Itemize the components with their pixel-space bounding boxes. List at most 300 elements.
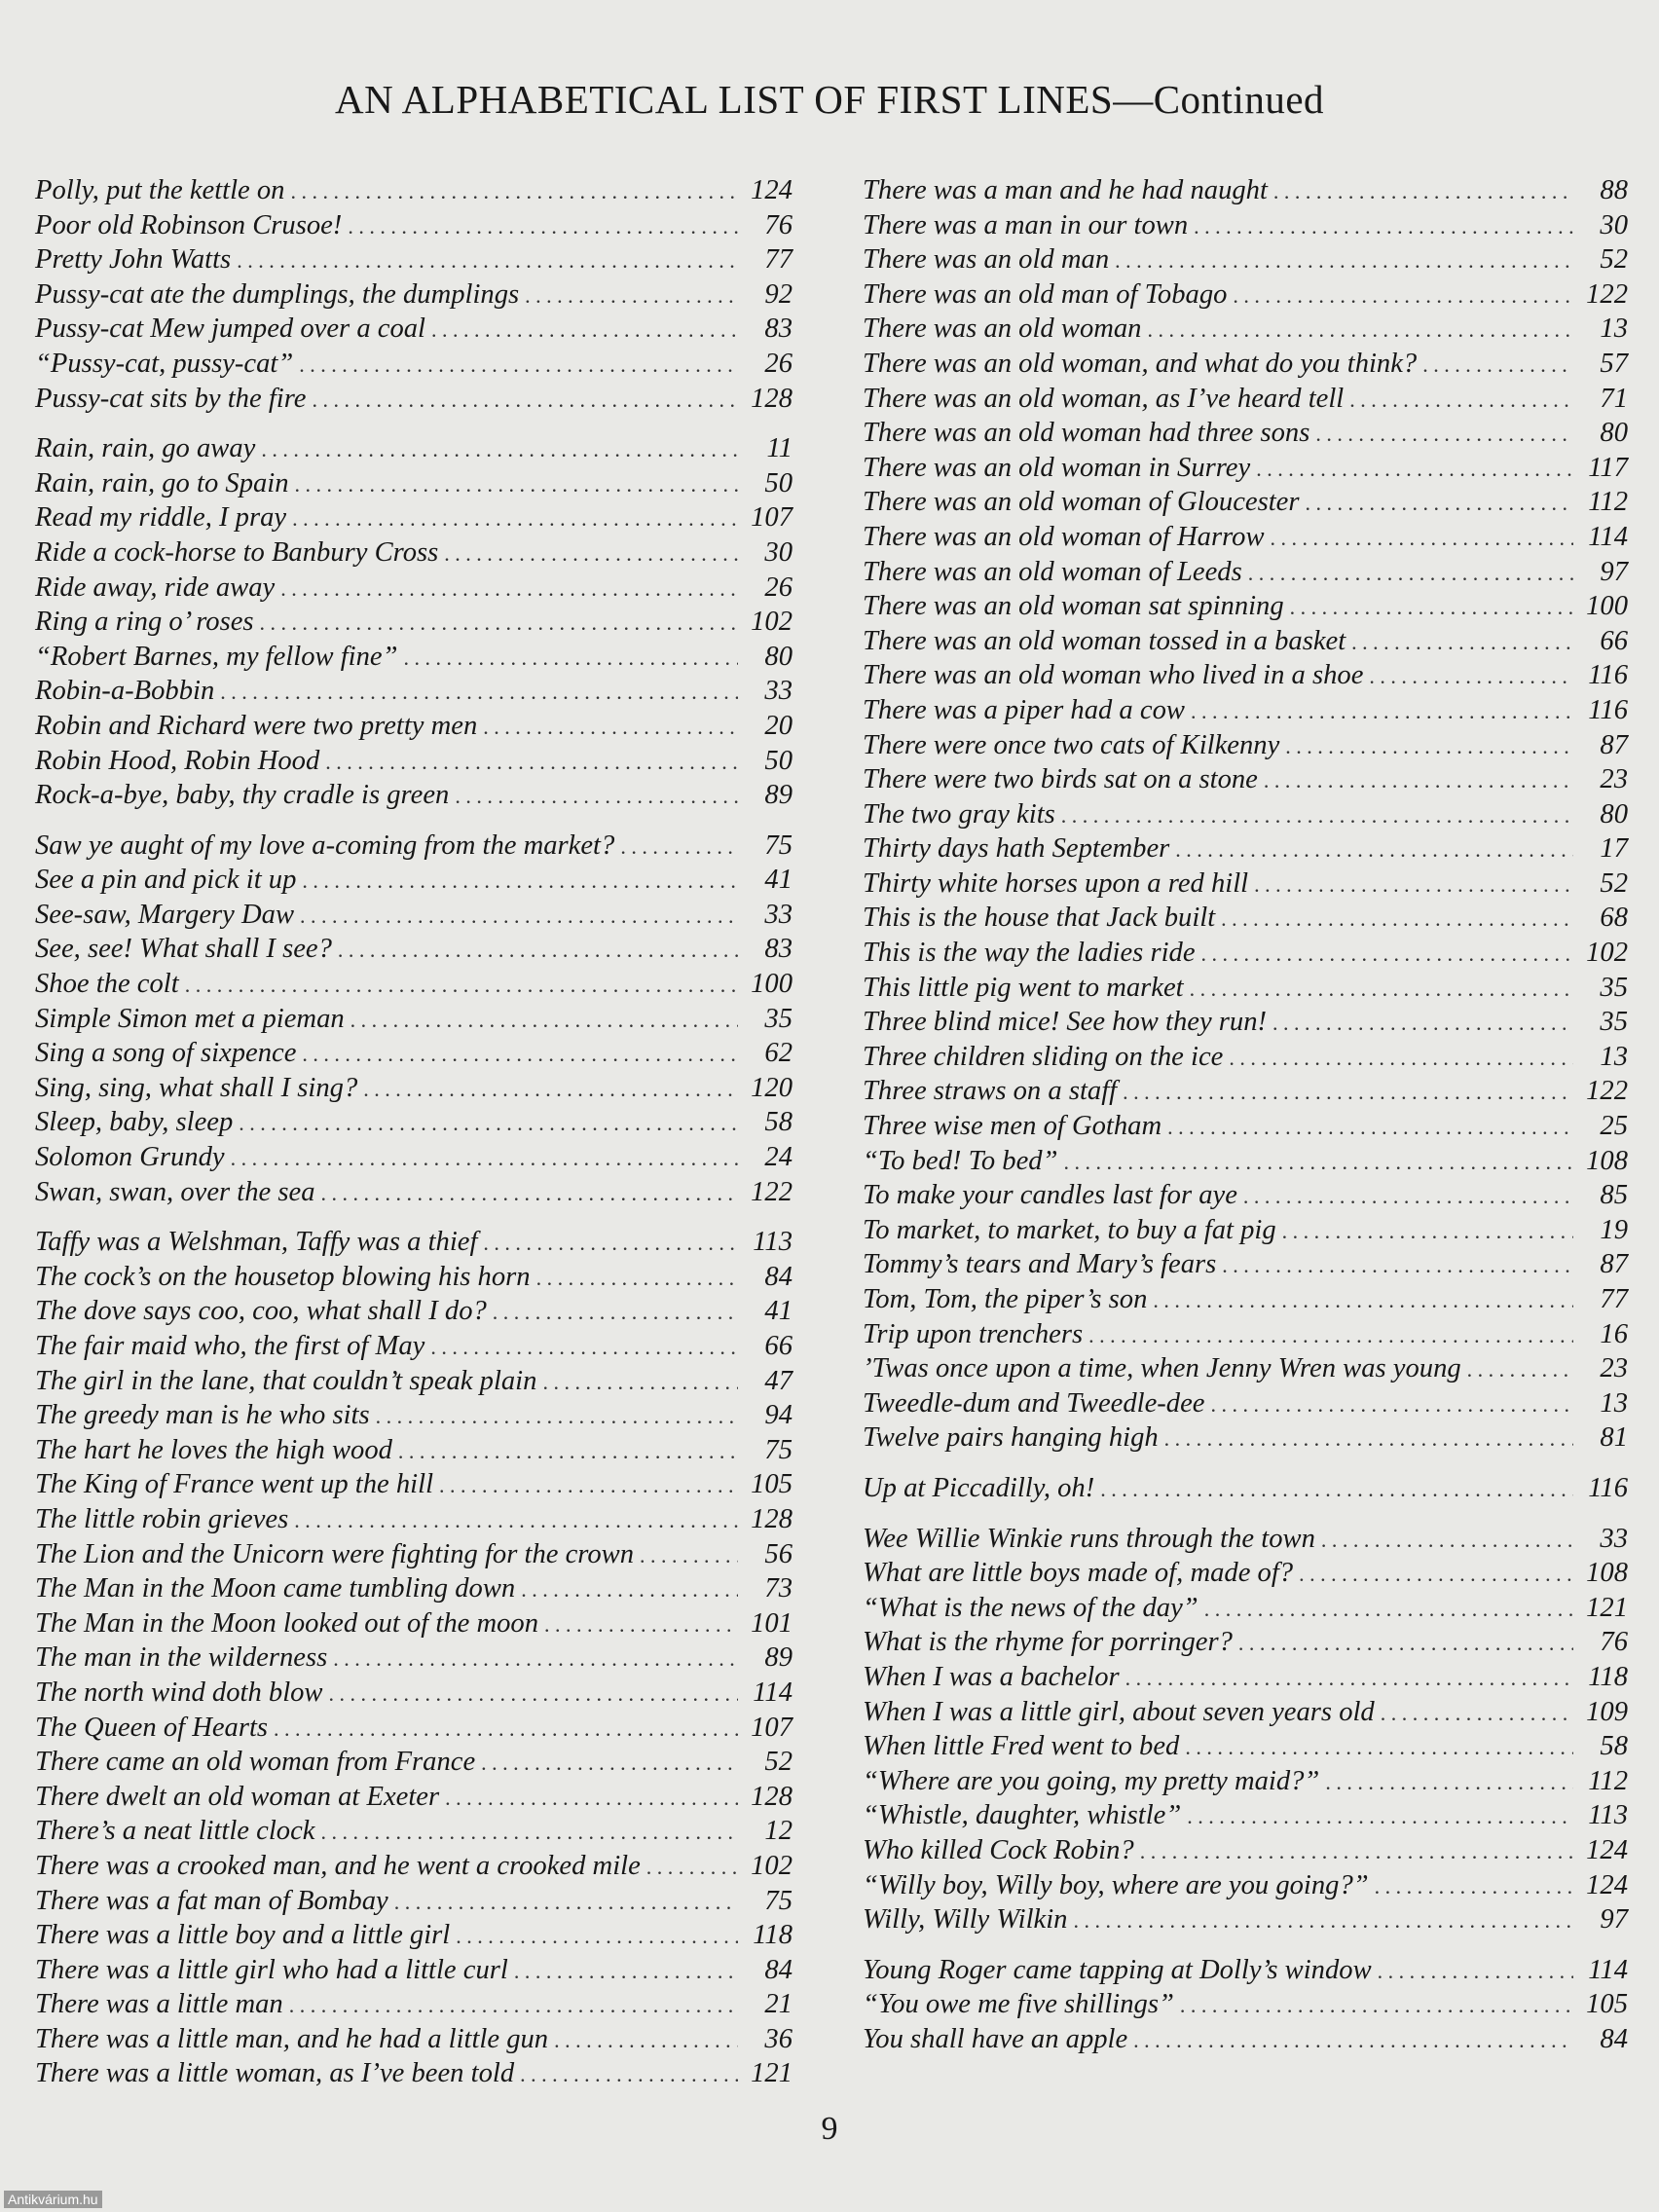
dot-leader [640, 1538, 738, 1573]
first-line-text: There was an old woman in Surrey [863, 452, 1251, 483]
page-ref: 75 [764, 1885, 793, 1916]
page-ref: 66 [1600, 625, 1628, 656]
index-entry [863, 866, 1628, 902]
page-ref: 80 [1600, 418, 1628, 449]
index-entry [35, 1571, 793, 1606]
first-line-text: “Robert Barnes, my fellow fine” [35, 641, 398, 672]
index-entry [863, 1833, 1628, 1868]
index-entry [863, 1213, 1628, 1248]
first-line-text: Ring a ring o’ roses [35, 607, 254, 638]
first-line-text: Polly, put the kettle on [35, 175, 285, 205]
dot-leader [300, 899, 738, 934]
dot-leader [185, 968, 738, 1003]
dot-leader [456, 1919, 738, 1954]
first-line-text: The cock’s on the housetop blowing his horn [35, 1261, 531, 1292]
first-line-text: “Pussy-cat, pussy-cat” [35, 348, 294, 379]
page-ref: 66 [764, 1331, 793, 1361]
page-ref: 108 [1586, 1145, 1628, 1176]
page-ref: 102 [751, 1850, 793, 1881]
first-line-text: Three straws on a staff [863, 1076, 1118, 1107]
dot-leader [1243, 1179, 1573, 1214]
dot-leader [274, 1712, 738, 1747]
dot-leader [1123, 1075, 1573, 1110]
dot-leader [1349, 383, 1573, 418]
index-entry [35, 640, 793, 675]
first-line-text: Swan, swan, over the sea [35, 1176, 315, 1207]
page-ref: 116 [1588, 694, 1628, 725]
page-ref: 30 [1600, 209, 1628, 240]
page-ref: 21 [764, 1989, 793, 2020]
dot-leader [514, 1954, 738, 1989]
page-ref: 77 [764, 244, 793, 276]
dot-leader [280, 571, 738, 607]
page-ref: 52 [1600, 867, 1628, 899]
index-entry [35, 1105, 793, 1140]
dot-leader [261, 432, 738, 467]
page-ref: 118 [753, 1920, 793, 1951]
first-line-text: There was an old woman of Leeds [863, 556, 1242, 587]
index-entry [35, 709, 793, 744]
page-ref: 116 [1588, 1472, 1628, 1503]
first-line-text: Saw ye aught of my love a-coming from the market? [35, 830, 615, 861]
index-entry [35, 347, 793, 382]
right-column [863, 173, 1628, 2056]
index-entry [863, 693, 1628, 728]
first-line-text: Taffy was a Welshman, Taffy was a thief [35, 1227, 478, 1258]
index-entry [35, 2056, 793, 2091]
first-line-text: Thirty days hath September [863, 833, 1170, 865]
index-entry [35, 967, 793, 1002]
page-ref: 17 [1600, 833, 1628, 865]
index-entry [863, 1764, 1628, 1799]
watermark: Antikvárium.hu [4, 2191, 102, 2208]
page-ref: 124 [1586, 1869, 1628, 1900]
index-entry [863, 1868, 1628, 1903]
index-entry [863, 1386, 1628, 1421]
dot-leader [646, 1850, 738, 1885]
page-ref: 57 [1600, 348, 1628, 379]
first-line-text: There was a little man, and he had a little gun [35, 2023, 549, 2054]
index-entry [35, 1676, 793, 1711]
dot-leader [1201, 937, 1573, 972]
index-entry [863, 277, 1628, 313]
dot-leader [1125, 1661, 1573, 1696]
index-entry [863, 1556, 1628, 1591]
index-entry [863, 1729, 1628, 1764]
dot-leader [1369, 659, 1573, 694]
page-ref: 100 [751, 969, 793, 1000]
first-line-text: There was an old woman, and what do you think? [863, 348, 1418, 379]
first-line-text: Sing a song of sixpence [35, 1038, 297, 1069]
dot-leader [455, 779, 738, 814]
index-entry [863, 1420, 1628, 1456]
page-ref: 35 [764, 1003, 793, 1034]
dot-leader [1064, 1145, 1574, 1180]
index-entry [35, 863, 793, 898]
page-ref: 89 [764, 1642, 793, 1674]
page-ref: 52 [764, 1747, 793, 1778]
index-entry [35, 674, 793, 709]
dot-leader [1351, 625, 1573, 660]
page-ref: 41 [764, 865, 793, 896]
page-ref: 50 [764, 745, 793, 776]
index-entry [35, 1140, 793, 1175]
index-entry [35, 829, 793, 864]
page-ref: 23 [1600, 764, 1628, 795]
first-line-text: There dwelt an old woman at Exeter [35, 1781, 440, 1812]
index-entry [35, 1036, 793, 1071]
dot-leader [320, 1815, 738, 1850]
first-line-text: Robin-a-Bobbin [35, 676, 215, 707]
dot-leader [1187, 1799, 1573, 1834]
page-ref: 26 [764, 348, 793, 379]
page-ref: 16 [1600, 1318, 1628, 1349]
page-ref: 87 [1600, 729, 1628, 760]
dot-leader [1088, 1318, 1573, 1353]
page-ref: 23 [1600, 1353, 1628, 1384]
first-line-text: There was a little girl who had a little curl [35, 1954, 508, 1985]
left-column [35, 173, 793, 2091]
dot-leader [481, 1746, 738, 1781]
first-line-text: There was an old woman [863, 313, 1142, 345]
first-line-text: There was a little woman, as I’ve been told [35, 2058, 515, 2089]
first-line-text: The Lion and the Unicorn were fighting for the crown [35, 1538, 635, 1569]
dot-leader [1264, 763, 1573, 798]
first-line-text: The fair maid who, the first of May [35, 1331, 425, 1361]
first-line-text: Three children sliding on the ice [863, 1041, 1224, 1072]
index-entry [35, 1398, 793, 1433]
page-ref: 108 [1586, 1558, 1628, 1589]
page-ref: 20 [764, 710, 793, 741]
page-ref: 35 [1600, 972, 1628, 1003]
index-entry [863, 1987, 1628, 2022]
first-line-text: The Man in the Moon came tumbling down [35, 1573, 516, 1604]
page-ref: 41 [764, 1296, 793, 1327]
index-entry [863, 2022, 1628, 2057]
first-line-text: You shall have an apple [863, 2023, 1128, 2054]
page-ref: 114 [1588, 521, 1628, 552]
first-line-text: Simple Simon met a pieman [35, 1003, 345, 1034]
index-entry [863, 1247, 1628, 1282]
first-line-text: Young Roger came tapping at Dolly’s window [863, 1954, 1372, 1985]
page-ref: 76 [764, 209, 793, 240]
page-ref: 122 [1586, 1076, 1628, 1107]
dot-leader [1061, 798, 1573, 833]
page-ref: 75 [764, 830, 793, 861]
index-entry [35, 1364, 793, 1399]
first-line-text: What are little boys made of, made of? [863, 1558, 1294, 1589]
dot-leader [237, 243, 738, 278]
dot-leader [1167, 1110, 1573, 1145]
page-ref: 33 [764, 676, 793, 707]
first-line-text: The girl in the lane, that couldn’t speak plain [35, 1365, 537, 1396]
first-line-text: The Man in the Moon looked out of the moon [35, 1607, 538, 1639]
dot-leader [1272, 1006, 1573, 1041]
page-ref: 84 [764, 1954, 793, 1985]
first-line-text: Tweedle-dum and Tweedle-dee [863, 1387, 1205, 1419]
index-entry [863, 1591, 1628, 1626]
first-line-text: The man in the wilderness [35, 1642, 328, 1674]
dot-leader [1073, 1903, 1573, 1938]
dot-leader [376, 1399, 738, 1434]
first-line-text: There was an old woman tossed in a basket [863, 625, 1346, 656]
first-line-text: The greedy man is he who sits [35, 1400, 370, 1431]
page-ref: 35 [1600, 1007, 1628, 1038]
page-ref: 122 [1586, 278, 1628, 310]
dot-leader [1273, 174, 1573, 209]
index-entry [35, 898, 793, 933]
dot-leader [493, 1295, 738, 1330]
first-line-text: See-saw, Margery Daw [35, 899, 295, 930]
dot-leader [295, 467, 738, 502]
first-line-text: Tommy’s tears and Mary’s fears [863, 1249, 1217, 1280]
index-entry [35, 778, 793, 813]
index-entry [35, 1329, 793, 1364]
dot-leader [1321, 1523, 1573, 1558]
index-entry [863, 173, 1628, 208]
page-ref: 128 [751, 1503, 793, 1534]
dot-leader [1315, 417, 1573, 452]
index-entry [35, 1987, 793, 2022]
page-ref: 68 [1600, 903, 1628, 934]
first-line-text: There was a piper had a cow [863, 694, 1185, 725]
dot-leader [525, 278, 738, 313]
index-entry [35, 744, 793, 779]
index-entry [35, 535, 793, 571]
index-entry [35, 1606, 793, 1641]
first-line-text: Who killed Cock Robin? [863, 1834, 1134, 1865]
dot-leader [520, 2057, 738, 2092]
index-entry [35, 382, 793, 417]
page-ref: 124 [751, 175, 793, 205]
first-line-text: Read my riddle, I pray [35, 502, 287, 534]
index-entry [35, 1225, 793, 1260]
index-entry [35, 1260, 793, 1295]
first-line-text: There was an old woman had three sons [863, 418, 1310, 449]
dot-leader [1140, 1834, 1573, 1869]
page-ref: 102 [1586, 938, 1628, 969]
index-entry [863, 1144, 1628, 1179]
first-line-text: There was a man in our town [863, 209, 1189, 240]
index-entry [35, 1814, 793, 1849]
index-entry [863, 242, 1628, 277]
first-line-text: Pretty John Watts [35, 244, 232, 276]
page-ref: 122 [751, 1176, 793, 1207]
first-line-text: This is the way the ladies ride [863, 938, 1196, 969]
dot-leader [1204, 1592, 1573, 1627]
index-entry [863, 1040, 1628, 1075]
page-ref: 76 [1600, 1627, 1628, 1658]
first-line-text: To make your candles last for aye [863, 1180, 1237, 1211]
page-ref: 52 [1600, 244, 1628, 276]
page-ref: 77 [1600, 1284, 1628, 1314]
dot-leader [430, 1330, 738, 1365]
dot-leader [290, 174, 738, 209]
index-entry [35, 431, 793, 466]
first-line-text: Rain, rain, go away [35, 433, 256, 464]
index-entry [35, 1849, 793, 1884]
page-ref: 58 [764, 1107, 793, 1138]
page-ref: 105 [751, 1469, 793, 1500]
first-line-text: Twelve pairs hanging high [863, 1422, 1159, 1454]
page-ref: 112 [1588, 487, 1628, 518]
index-entry [35, 1175, 793, 1210]
dot-leader [536, 1261, 738, 1296]
first-line-text: ’Twas once upon a time, when Jenny Wren was young [863, 1353, 1461, 1384]
page-ref: 109 [1586, 1696, 1628, 1727]
dot-leader [1282, 1214, 1573, 1249]
page-ref: 36 [764, 2023, 793, 2054]
index-entry [35, 1745, 793, 1780]
first-line-text: This is the house that Jack built [863, 903, 1216, 934]
page-ref: 128 [751, 1781, 793, 1812]
page-ref: 94 [764, 1400, 793, 1431]
dot-leader [1185, 1730, 1573, 1765]
first-line-text: There came an old woman from France [35, 1747, 476, 1778]
dot-leader [620, 830, 738, 865]
first-line-text: Robin Hood, Robin Hood [35, 745, 320, 776]
index-entry [863, 1522, 1628, 1557]
dot-leader [483, 1226, 738, 1261]
first-line-text: This little pig went to market [863, 972, 1184, 1003]
page-ref: 62 [764, 1038, 793, 1069]
index-entry [35, 932, 793, 967]
index-entry [863, 1660, 1628, 1695]
page-ref: 83 [764, 934, 793, 965]
first-line-text: There was a little man [35, 1989, 283, 2020]
index-entry [35, 173, 793, 208]
first-line-text: “Willy boy, Willy boy, where are you going?” [863, 1869, 1369, 1900]
page-ref: 75 [764, 1434, 793, 1465]
dot-leader [1256, 452, 1573, 487]
page-ref: 121 [1586, 1592, 1628, 1623]
first-line-text: “You owe me five shillings” [863, 1989, 1174, 2020]
first-line-text: When I was a little girl, about seven years old [863, 1696, 1375, 1727]
index-entry [35, 1780, 793, 1815]
dot-leader [1299, 1557, 1573, 1592]
page-ref: 107 [751, 502, 793, 534]
first-line-text: There was an old man of Tobago [863, 278, 1228, 310]
dot-leader [1381, 1696, 1573, 1731]
page-ref: 113 [753, 1227, 793, 1258]
dot-leader [554, 2023, 738, 2058]
dot-leader [321, 1176, 738, 1211]
dot-leader [1221, 902, 1573, 937]
index-entry [35, 1002, 793, 1037]
dot-leader [220, 675, 738, 710]
dot-leader [404, 641, 739, 676]
index-entry [863, 1471, 1628, 1506]
dot-leader [398, 1434, 738, 1469]
first-line-text: Ride away, ride away [35, 571, 276, 603]
first-line-text: When little Fred went to bed [863, 1731, 1180, 1762]
index-entry [863, 1317, 1628, 1352]
first-line-text: The two gray kits [863, 798, 1055, 830]
first-line-text: There was an old woman of Gloucester [863, 487, 1300, 518]
page-ref: 113 [1588, 1800, 1628, 1831]
page-ref: 87 [1600, 1249, 1628, 1280]
first-line-text: There was an old woman sat spinning [863, 591, 1284, 622]
page-ref: 88 [1600, 175, 1628, 205]
first-line-text: Three wise men of Gotham [863, 1111, 1162, 1142]
page-ref: 84 [1600, 2023, 1628, 2054]
dot-leader [363, 1072, 738, 1107]
first-line-text: See, see! What shall I see? [35, 934, 332, 965]
first-line-text: Tom, Tom, the piper’s son [863, 1284, 1148, 1314]
dot-leader [445, 1781, 738, 1816]
index-entry [35, 1918, 793, 1953]
index-entry [35, 500, 793, 535]
index-entry [863, 520, 1628, 555]
page-ref: 107 [751, 1712, 793, 1743]
page-ref: 114 [753, 1677, 793, 1708]
index-entry [35, 605, 793, 640]
index-entry [35, 466, 793, 501]
page-ref: 116 [1588, 660, 1628, 691]
page-ref: 118 [1588, 1661, 1628, 1692]
index-entry [863, 485, 1628, 520]
page-ref: 13 [1600, 313, 1628, 345]
page-ref: 120 [751, 1072, 793, 1103]
dot-leader [1325, 1765, 1573, 1800]
first-line-text: Poor old Robinson Crusoe! [35, 209, 343, 240]
dot-leader [231, 1141, 738, 1176]
page-ref: 114 [1588, 1954, 1628, 1985]
first-line-text: “What is the news of the day” [863, 1592, 1198, 1623]
dot-leader [1378, 1954, 1573, 1989]
dot-leader [521, 1572, 738, 1607]
index-entry [863, 831, 1628, 866]
index-entry [863, 1074, 1628, 1109]
dot-leader [289, 1988, 738, 2023]
dot-leader [1147, 313, 1573, 348]
index-entry [35, 1953, 793, 1988]
dot-leader [292, 501, 738, 536]
index-entry [35, 1502, 793, 1537]
page-ref: 30 [764, 536, 793, 568]
page-ref: 73 [764, 1573, 793, 1604]
first-line-text: When I was a bachelor [863, 1661, 1120, 1692]
dot-leader [260, 606, 738, 641]
dot-leader [348, 209, 738, 244]
dot-leader [302, 864, 738, 899]
index-entry [863, 901, 1628, 936]
dot-leader [394, 1885, 738, 1920]
first-line-text: See a pin and pick it up [35, 865, 297, 896]
dot-leader [294, 1503, 738, 1538]
dot-leader [1285, 729, 1573, 764]
page-ref: 13 [1600, 1041, 1628, 1072]
first-line-text: There were once two cats of Kilkenny [863, 729, 1280, 760]
dot-leader [1153, 1283, 1573, 1318]
first-line-text: There was a man and he had naught [863, 175, 1268, 205]
dot-leader [312, 383, 738, 418]
page-ref: 71 [1600, 383, 1628, 414]
first-line-text: “Whistle, daughter, whistle” [863, 1800, 1182, 1831]
first-line-text: There’s a neat little clock [35, 1816, 315, 1847]
index-entry [35, 277, 793, 313]
dot-leader [1222, 1248, 1573, 1283]
page-ref: 121 [751, 2058, 793, 2089]
page-ref: 47 [764, 1365, 793, 1396]
index-entry [863, 658, 1628, 693]
first-line-text: The hart he loves the high wood [35, 1434, 392, 1465]
first-line-text: Up at Piccadilly, oh! [863, 1472, 1095, 1503]
page-ref: 105 [1586, 1989, 1628, 2020]
first-line-text: Thirty white horses upon a red hill [863, 867, 1249, 899]
page-ref: 56 [764, 1538, 793, 1569]
index-entry [863, 1351, 1628, 1386]
